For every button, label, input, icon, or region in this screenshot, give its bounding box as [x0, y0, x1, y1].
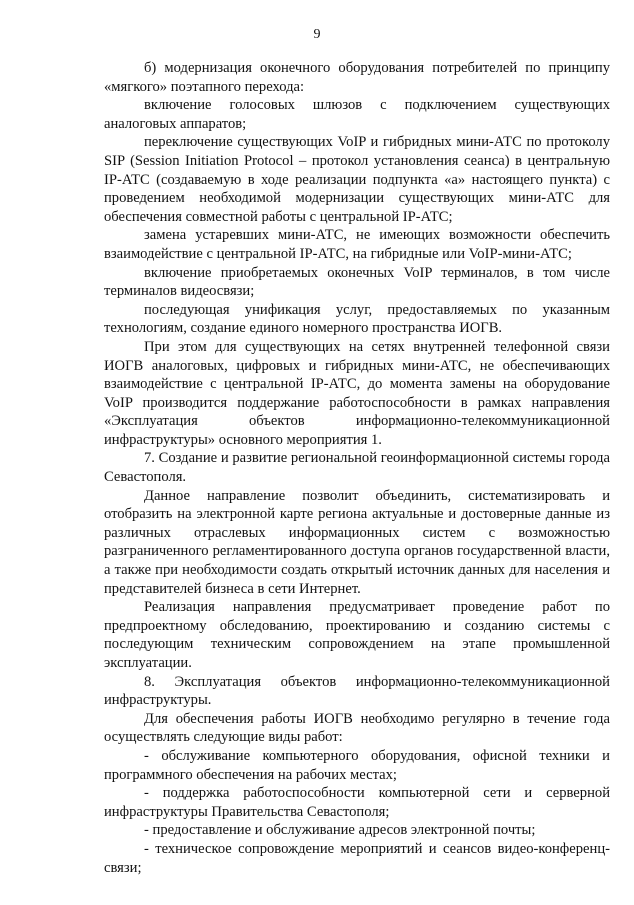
page-number: 9 — [313, 27, 321, 42]
section-heading-infrastructure-operation: 8. Эксплуатация объектов информационно-телекоммуникационной инфраструктуры. — [104, 673, 610, 709]
list-item-network-support: - поддержка работоспособности компьютерной сети и серверной инфраструктуры Правительства Севастополя; — [104, 785, 610, 820]
list-item-voip-terminals: включение приобретаемых оконечных VoIP терминалов, в том числе терминалов видеосвязи; — [104, 264, 610, 300]
document-body — [104, 59, 610, 877]
list-item-replace-legacy-pbx: замена устаревших мини-АТС, не имеющих возможности обеспечить взаимодействие с центральной IP-АТС, на гибридные или VoIP-мини-АТС; — [104, 227, 610, 262]
list-item-email-services: - предоставление и обслуживание адресов электронной почты; — [144, 822, 536, 839]
paragraph-geoinformation-implementation: Реализация направления предусматривает проведение работ по предпроектному обследованию, проектированию и созданию системы с последующим техническим сопровождением на этапе промышленной эксплуатации. — [104, 599, 610, 671]
section-heading-geoinformation-system: 7. Создание и развитие региональной геоинформационной системы города Севастополя. — [104, 450, 610, 486]
paragraph-modernization-terminal-equipment: б) модернизация оконечного оборудования потребителей по принципу «мягкого» поэтапного перехода: — [104, 60, 610, 95]
list-item-voice-gateways: включение голосовых шлюзов с подключением существующих аналоговых аппаратов; — [104, 97, 610, 132]
list-item-service-unification: последующая унификация услуг, предоставляемых по указанным технологиям, создание единого номерного пространства ИОГВ. — [104, 301, 610, 337]
paragraph-geoinformation-description: Данное направление позволит объединить, систематизировать и отобразить на электронной карте региона актуальные и достоверные данные из различных отраслевых информационных систем с возможностью разграниченного регламентированного доступа органов государственной власти, а также при необходимости создать открытый источник данных для населения и представителей бизнеса в сети Интернет. — [104, 487, 610, 597]
paragraph-legacy-pbx-support: При этом для существующих на сетях внутренней телефонной связи ИОГВ аналоговых, цифровых и гибридных мини-АТС, не обеспечивающих взаимодействие с центральной IP-АТС, до момента замены на оборудование VoIP производится поддержание работоспособности в рамках направления «Эксплуатация объектов информационно-телекоммуникационной инфраструктуры» основного мероприятия 1. — [104, 338, 610, 448]
list-item-equipment-maintenance: - обслуживание компьютерного оборудования, офисной техники и программного обеспечения на рабочих местах; — [104, 747, 610, 783]
paragraph-operation-intro: Для обеспечения работы ИОГВ необходимо регулярно в течение года осуществлять следующие виды работ: — [104, 710, 610, 746]
list-item-voip-switching: переключение существующих VoIP и гибридных мини-АТС по протоколу SIP (Session Initiation Protocol – протокол установления сеанса) в центральную IP-АТС (создаваемую в ходе реализации подпункта «а» настоящего пункта) с проведением необходимой модернизации существующих мини-АТС для обеспечения совместной работы с центральной IP-АТС; — [104, 134, 610, 225]
list-item-videoconference-support: - техническое сопровождение мероприятий и сеансов видео-конференц-связи; — [104, 840, 610, 876]
